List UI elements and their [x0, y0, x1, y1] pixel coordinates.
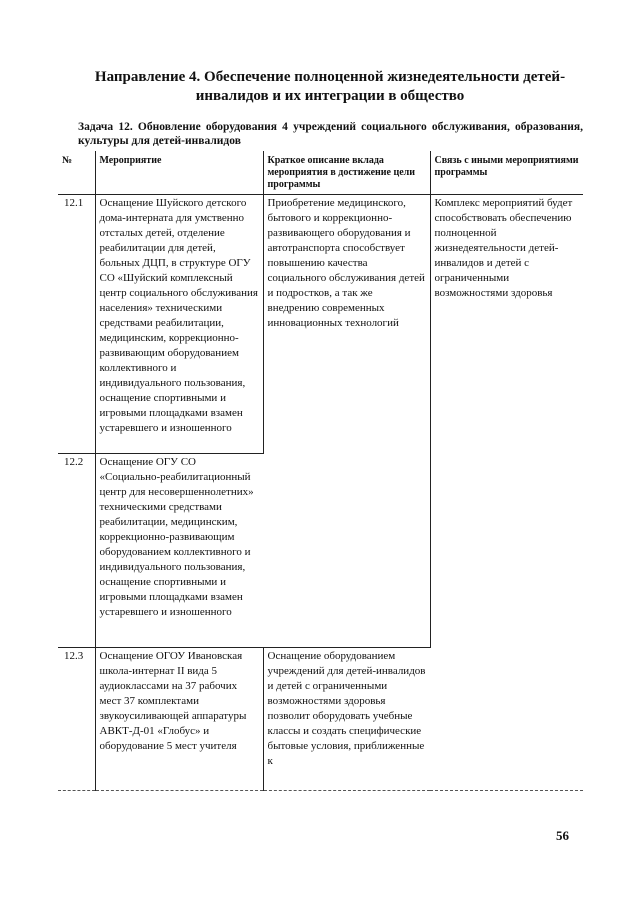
row-description: Оснащение оборудованием учреждений для детей-инвалидов и детей с ограниченными возможностями здоровья позволит оборудовать учебные классы и создать специфические бытовые условия, приближенные к — [263, 648, 430, 791]
row-number: 12.1 — [58, 195, 95, 454]
row-number: 12.3 — [58, 648, 95, 791]
header-number: № — [58, 151, 95, 195]
section-heading: Направление 4. Обеспечение полноценной жизнедеятельности детей-инвалидов и их интеграции в общество — [94, 69, 566, 104]
task-title: Задача 12. Обновление оборудования 4 учреждений социального обслуживания, образования, культуры для детей-инвалидов — [78, 121, 583, 147]
row-description: Приобретение медицинского, бытового и коррекционно-развивающего оборудования и автотранспорта способствует повышению качества социального обслуживания детей и подростков, а так же внедрению современных инновационных технологий — [263, 195, 430, 648]
row-measure: Оснащение ОГУ СО «Социально-реабилитационный центр для несовершеннолетних» техническими средствами реабилитации, медицинским, коррекционно-развивающим оборудованием коллективного и индивидуального пользования, оснащение спортивными и игровыми площадками взамен устаревшего и изношенного — [95, 454, 263, 648]
header-description: Краткое описание вклада мероприятия в достижение цели программы — [263, 151, 430, 195]
row-measure: Оснащение Шуйского детского дома-интерната для умственно отсталых детей, отделение реабилитации для детей, больных ДЦП, в структуре ОГУ СО «Шуйский комплексный центр социального обслуживания населения» техническими средствами реабилитации, медицинским, коррекционно-развивающим оборудованием коллективного и индивидуального пользования, оснащение спортивными и игровыми площадками взамен устаревшего и изношенного — [95, 195, 263, 454]
header-relation: Связь с иными мероприятиями программы — [430, 151, 583, 195]
header-measure: Мероприятие — [95, 151, 263, 195]
table-row — [58, 195, 583, 454]
row-measure: Оснащение ОГОУ Ивановская школа-интернат II вида 5 аудиоклассами на 37 рабочих мест 37 комплектами звукоусиливающей аппаратуры АВКТ-Д-01 «Глобус» и оборудование 5 мест учителя — [95, 648, 263, 791]
row-relation: Комплекс мероприятий будет способствовать обеспечению полноценной жизнедеятельности детей-инвалидов и детей с ограниченными возможностями здоровья — [430, 195, 583, 791]
row-number: 12.2 — [58, 454, 95, 648]
measures-table — [58, 151, 583, 791]
page-number: 56 — [556, 828, 569, 843]
table-header-row — [58, 151, 583, 195]
